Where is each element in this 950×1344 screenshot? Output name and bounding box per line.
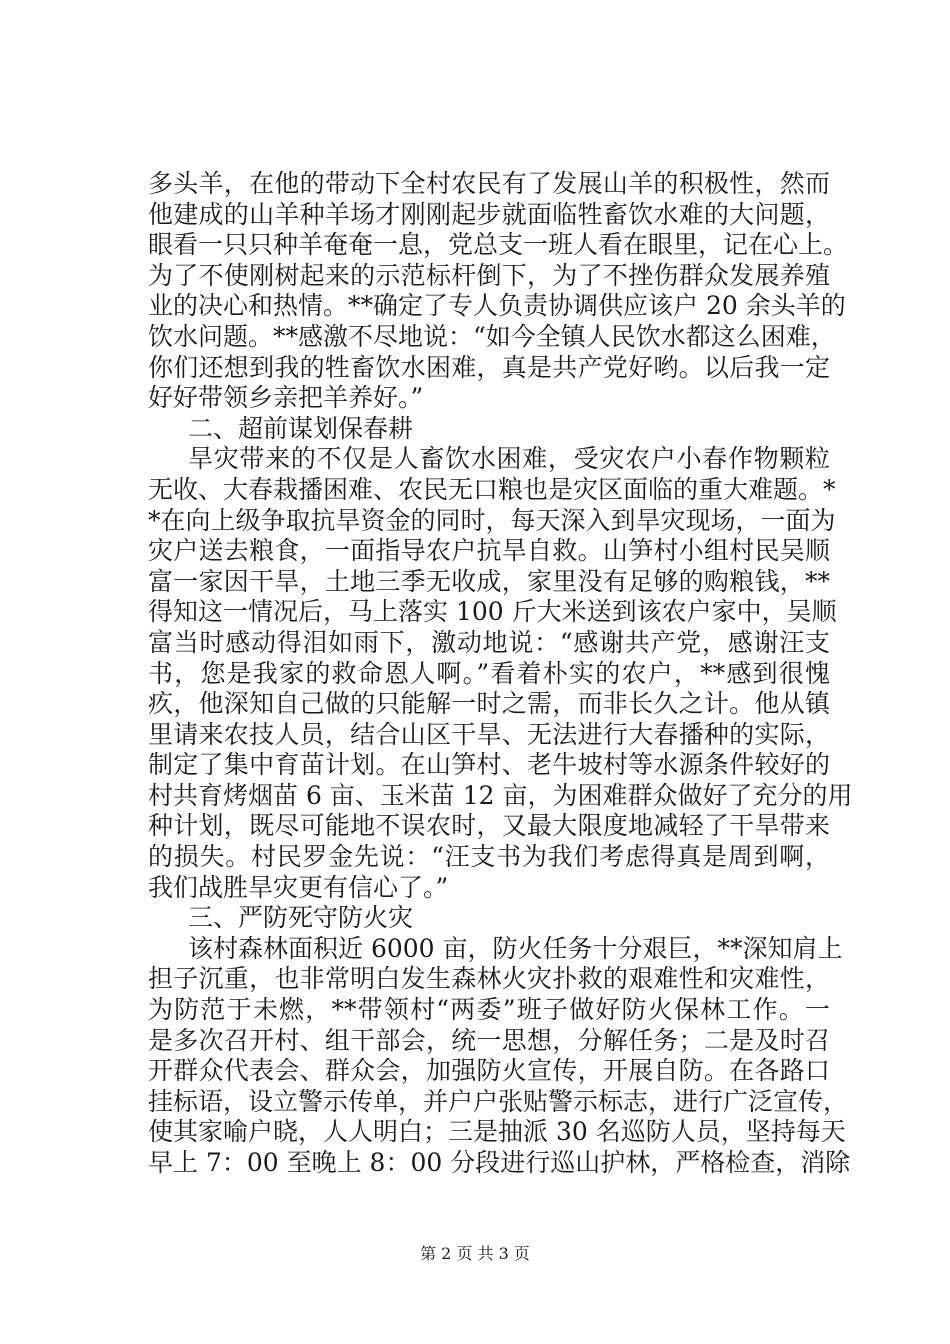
text-line: 灾户送去粮食，一面指导农户抗旱自救。山笋村小组村民吴顺 bbox=[148, 536, 830, 566]
text-line: 开群众代表会、群众会，加强防火宣传，开展自防。在各路口 bbox=[148, 1056, 830, 1086]
text-line: 无收、大春栽播困难、农民无口粮也是灾区面临的重大难题。* bbox=[148, 474, 836, 504]
text-line: 为了不使刚树起来的示范标杆倒下，为了不挫伤群众发展养殖 bbox=[148, 260, 830, 290]
text-line: 为防范于未燃，**带领村“两委”班子做好防火保林工作。一 bbox=[148, 995, 830, 1025]
text-line: 富一家因干旱，土地三季无收成，家里没有足够的购粮钱，** bbox=[148, 566, 830, 596]
text-line: 制定了集中育苗计划。在山笋村、老牛坡村等水源条件较好的 bbox=[148, 750, 830, 780]
text-line: 里请来农技人员，结合山区干旱、无法进行大春播种的实际， bbox=[148, 719, 830, 749]
section-heading: 三、严防死守防火灾 bbox=[188, 903, 414, 933]
text-line: 饮水问题。**感激不尽地说：“如今全镇人民饮水都这么困难， bbox=[148, 321, 836, 351]
text-line: *在向上级争取抗旱资金的同时，每天深入到旱灾现场，一面为 bbox=[148, 505, 836, 535]
text-line: 早上 7：00 至晚上 8：00 分段进行巡山护林，严格检查，消除 bbox=[148, 1148, 851, 1177]
text-line: 他建成的山羊种羊场才刚刚起步就面临牲畜饮水难的大问题， bbox=[148, 199, 830, 229]
page-number-footer: 第 2 页 共 3 页 bbox=[420, 1244, 530, 1263]
text-line: 书，您是我家的救命恩人啊。”看着朴实的农户，**感到很愧 bbox=[148, 658, 830, 688]
text-line: 疚，他深知自己做的只能解一时之需，而非长久之计。他从镇 bbox=[148, 689, 830, 719]
text-line: 该村森林面积近 6000 亩，防火任务十分艰巨，**深知肩上 bbox=[188, 933, 843, 963]
text-line: 村共育烤烟苗 6 亩、玉米苗 12 亩，为困难群众做好了充分的用 bbox=[148, 780, 853, 810]
text-line: 你们还想到我的牲畜饮水困难，真是共产党好哟。以后我一定 bbox=[148, 352, 830, 382]
text-line: 好好带领乡亲把羊养好。” bbox=[148, 383, 424, 413]
text-line: 是多次召开村、组干部会，统一思想，分解任务；二是及时召 bbox=[148, 1025, 830, 1055]
text-line: 富当时感动得泪如雨下，激动地说：“感谢共产党，感谢汪支 bbox=[148, 627, 830, 657]
text-line: 的损失。村民罗金先说：“汪支书为我们考虑得真是周到啊， bbox=[148, 842, 830, 872]
text-line: 多头羊，在他的带动下全村农民有了发展山羊的积极性，然而 bbox=[148, 169, 830, 198]
text-line: 业的决心和热情。**确定了专人负责协调供应该户 20 余头羊的 bbox=[148, 291, 846, 321]
text-line: 挂标语，设立警示传单，并户户张贴警示标志，进行广泛宣传， bbox=[148, 1086, 849, 1116]
text-line: 旱灾带来的不仅是人畜饮水困难，受灾农户小春作物颗粒 bbox=[188, 444, 830, 474]
text-line: 使其家喻户晓，人人明白；三是抽派 30 名巡防人员，坚持每天 bbox=[148, 1117, 846, 1147]
text-line: 担子沉重，也非常明白发生森林火灾扑救的艰难性和灾难性， bbox=[148, 964, 830, 994]
text-line: 眼看一只只种羊奄奄一息，党总支一班人看在眼里，记在心上。 bbox=[148, 230, 849, 260]
text-line: 种计划，既尽可能地不误农时，又最大限度地减轻了干旱带来 bbox=[148, 811, 830, 841]
section-heading: 二、超前谋划保春耕 bbox=[188, 413, 414, 443]
text-line: 得知这一情况后，马上落实 100 斤大米送到该农户家中，吴顺 bbox=[148, 597, 837, 627]
text-line: 我们战胜旱灾更有信心了。” bbox=[148, 872, 449, 902]
document-body bbox=[148, 169, 853, 1179]
